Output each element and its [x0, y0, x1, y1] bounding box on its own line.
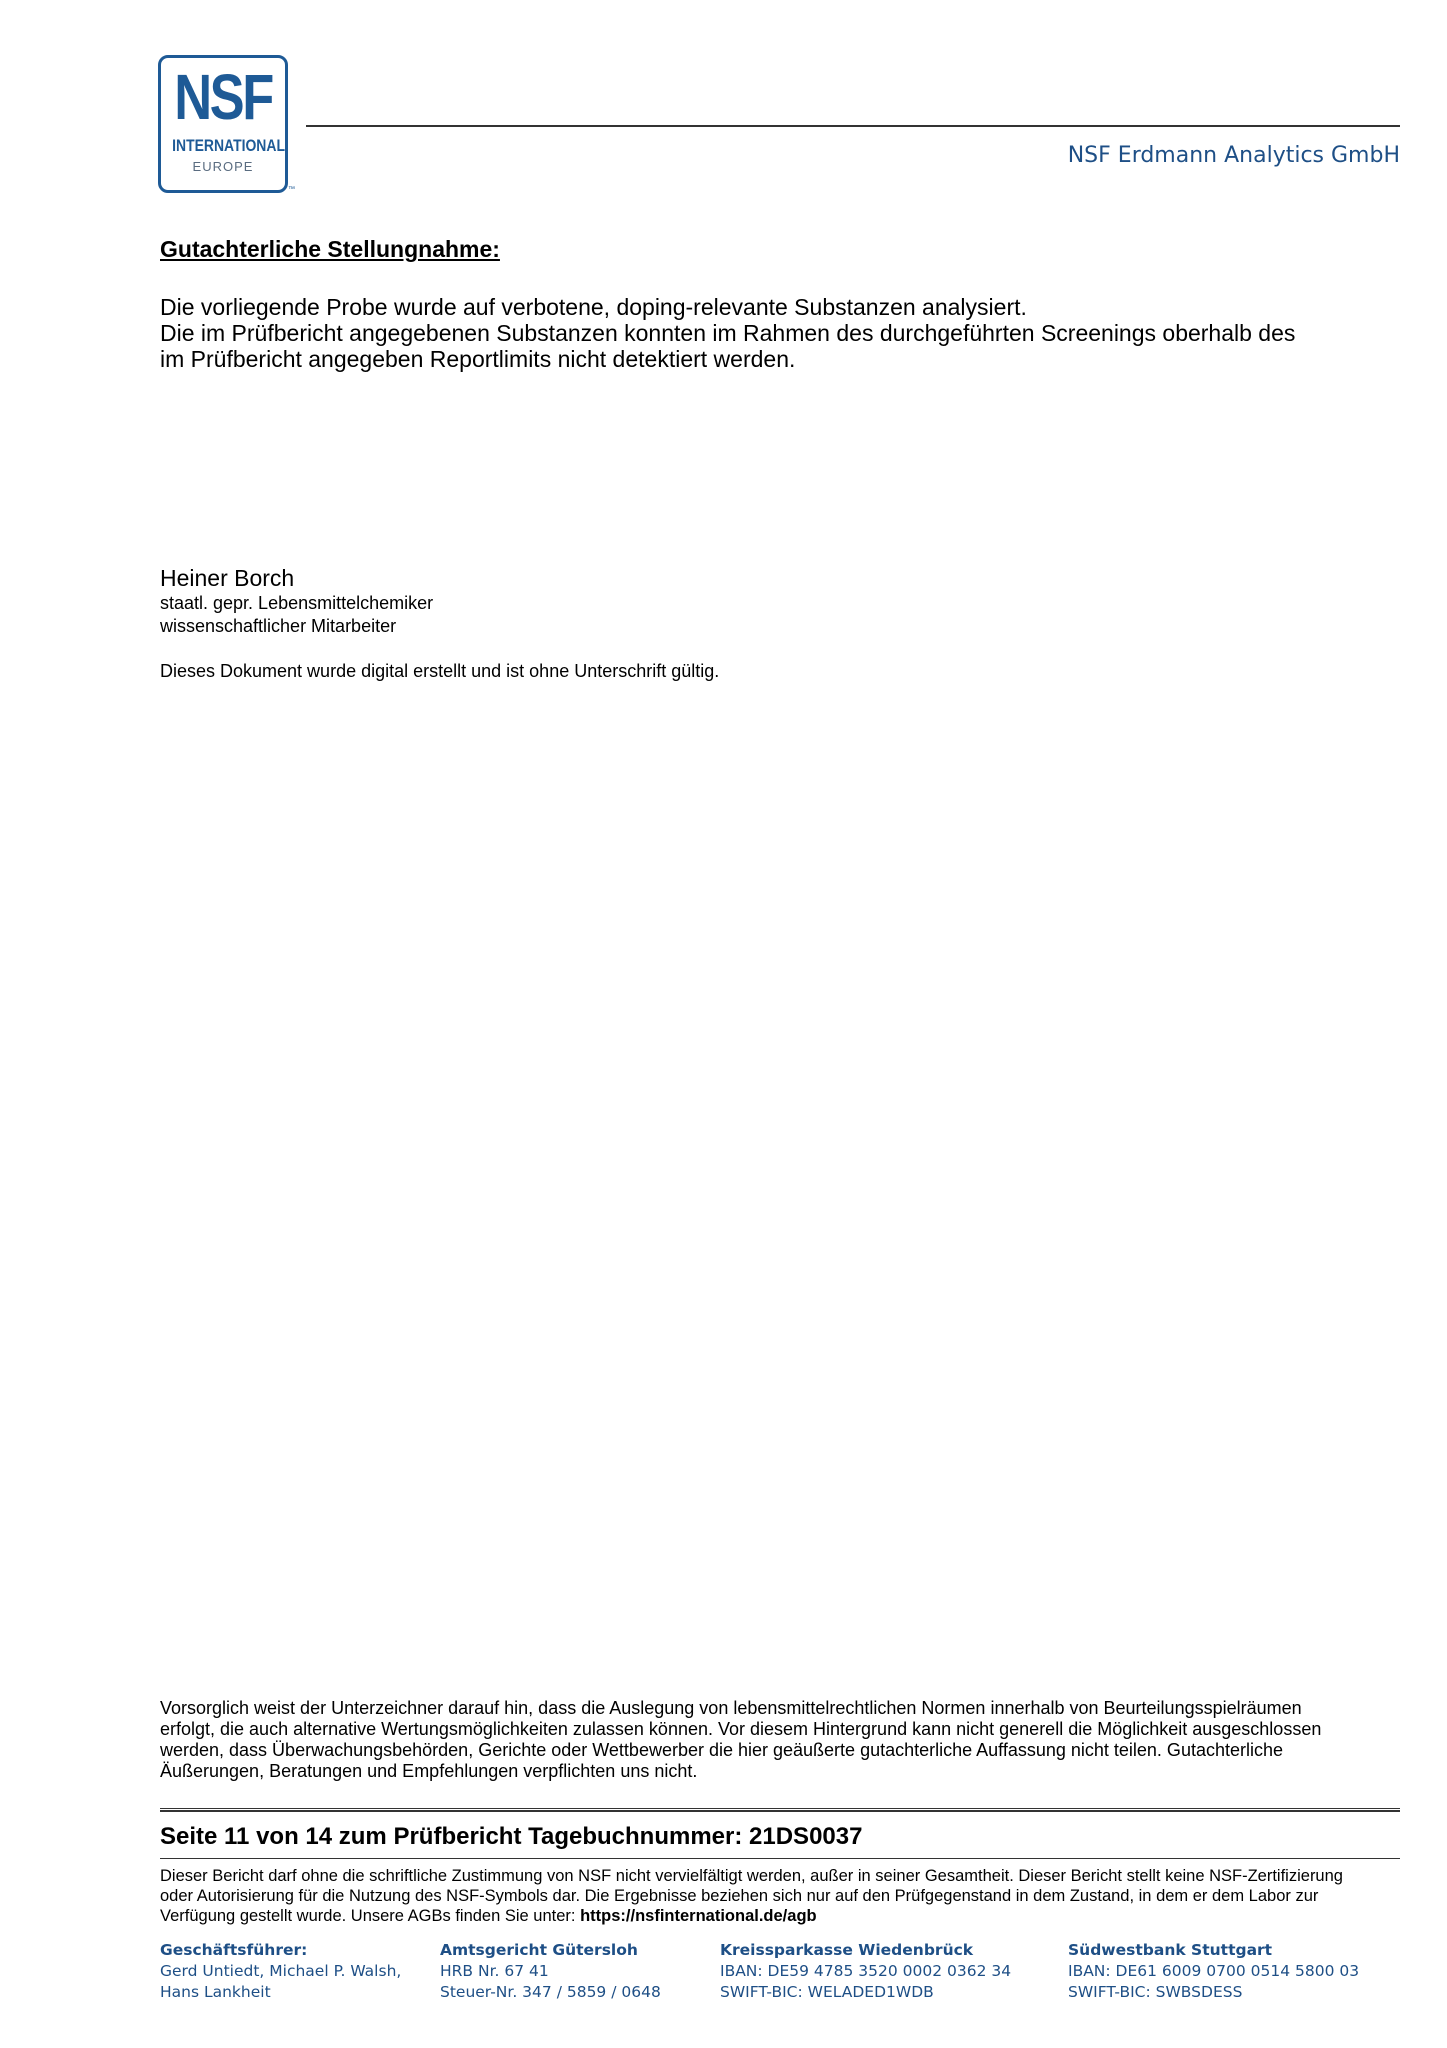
legal-disclaimer	[160, 1698, 1390, 1782]
agb-link[interactable]: https://nsfinternational.de/agb	[580, 1907, 817, 1925]
footer-col-line: HRB Nr. 67 41	[440, 1962, 549, 1980]
footer-note-line	[160, 1906, 1400, 1926]
footer-col-line: SWIFT-BIC: SWBSDESS	[1068, 1983, 1243, 2001]
signer-name: Heiner Borch	[160, 565, 295, 591]
nsf-logo	[158, 55, 288, 193]
page-number-label: Seite 11 von 14 zum Prüfbericht Tagebuchnummer: 21DS0037	[160, 1823, 863, 1850]
statement-heading: Gutachterliche Stellungnahme:	[160, 236, 500, 262]
statement-line: Die im Prüfbericht angegebenen Substanzen konnten im Rahmen des durchgeführten Screenings oberhalb des	[160, 320, 1296, 346]
footer-double-rule	[160, 1808, 1400, 1812]
footer-col-heading: Kreissparkasse Wiedenbrück	[720, 1941, 974, 1959]
footer-note-line: Dieser Bericht darf ohne die schriftliche Zustimmung von NSF nicht vervielfältigt werden, außer in seiner Gesamtheit. Dieser Bericht stellt keine NSF-Zertifizierung	[160, 1867, 1343, 1885]
logo-europe-text: EUROPE	[192, 159, 254, 174]
footer-col-heading: Amtsgericht Gütersloh	[440, 1941, 638, 1959]
footer-col-court	[440, 1940, 661, 2003]
statement-line: im Prüfbericht angegeben Reportlimits nicht detektiert werden.	[160, 346, 796, 372]
header-divider	[306, 125, 1400, 127]
disclaimer-line: Vorsorglich weist der Unterzeichner darauf hin, dass die Auslegung von lebensmittelrechtlichen Normen innerhalb von Beurteilungsspielräumen	[160, 1698, 1302, 1718]
footer-col-management	[160, 1940, 401, 2003]
digital-signature-note: Dieses Dokument wurde digital erstellt und ist ohne Unterschrift gültig.	[160, 661, 720, 681]
footer-col-line: Gerd Untiedt, Michael P. Walsh,	[160, 1962, 402, 1980]
logo-trademark: ™	[288, 186, 295, 193]
footer-col-line: SWIFT-BIC: WELADED1WDB	[720, 1983, 934, 2001]
footer-col-heading: Südwestbank Stuttgart	[1068, 1941, 1273, 1959]
signer-role: wissenschaftlicher Mitarbeiter	[160, 616, 397, 636]
footer-col-bank-2	[1068, 1940, 1359, 2003]
footer-col-heading: Geschäftsführer:	[160, 1941, 308, 1959]
footer-rule	[160, 1858, 1400, 1859]
disclaimer-line: Äußerungen, Beratungen und Empfehlungen verpflichten uns nicht.	[160, 1761, 698, 1781]
footer-col-line: Hans Lankheit	[160, 1983, 271, 2001]
footer-col-bank-1	[720, 1940, 1011, 2003]
footer-col-line: IBAN: DE59 4785 3520 0002 0362 34	[720, 1962, 1012, 1980]
signer-title: staatl. gepr. Lebensmittelchemiker	[160, 593, 434, 613]
disclaimer-line: erfolgt, die auch alternative Wertungsmöglichkeiten zulassen können. Vor diesem Hintergrund kann nicht generell die Möglichkeit ausgeschlossen	[160, 1719, 1322, 1739]
company-name: NSF Erdmann Analytics GmbH	[1067, 143, 1400, 168]
footer-col-line: IBAN: DE61 6009 0700 0514 5800 03	[1068, 1962, 1360, 1980]
statement-line: Die vorliegende Probe wurde auf verbotene, doping-relevante Substanzen analysiert.	[160, 294, 1027, 320]
footer-note-text: Verfügung gestellt wurde. Unsere AGBs finden Sie unter:	[160, 1907, 581, 1925]
statement-paragraph	[160, 294, 1380, 372]
footer-note	[160, 1866, 1400, 1926]
footer-col-line: Steuer-Nr. 347 / 5859 / 0648	[440, 1983, 661, 2001]
logo-international-text: INTERNATIONAL	[172, 136, 285, 155]
disclaimer-line: werden, dass Überwachungsbehörden, Gerichte oder Wettbewerber die hier geäußerte gutachterliche Auffassung nicht teilen. Gutachterliche	[160, 1740, 1283, 1760]
logo-nsf-text: NSF	[174, 61, 272, 133]
footer-note-line: oder Autorisierung für die Nutzung des NSF-Symbols dar. Die Ergebnisse beziehen sich nur auf den Prüfgegenstand in dem Zustand, in dem er dem Labor zur	[160, 1887, 1319, 1905]
